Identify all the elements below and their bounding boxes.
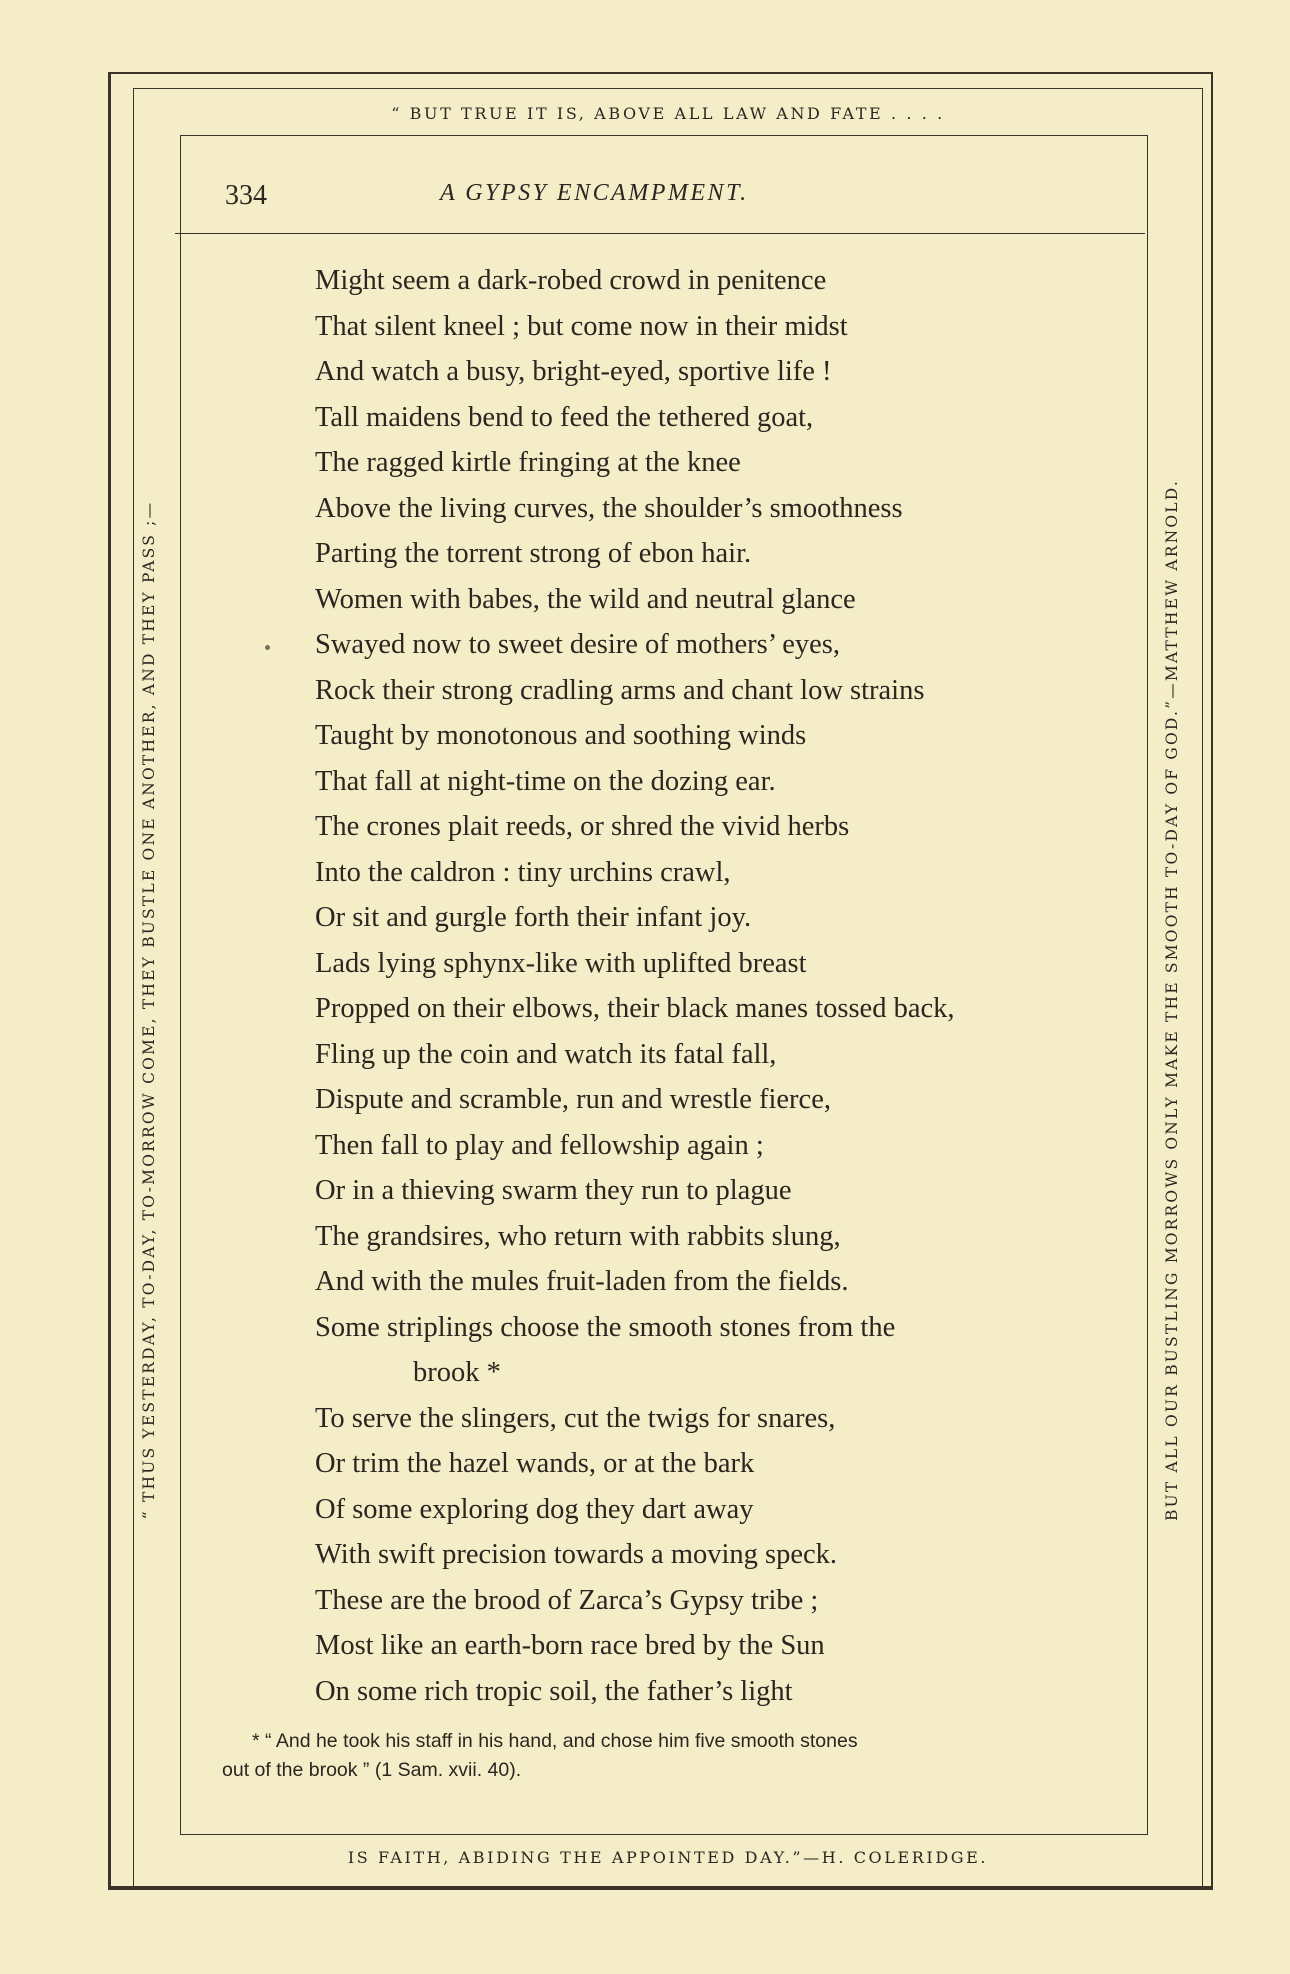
poem-line: Some striplings choose the smooth stones from the	[315, 1311, 896, 1343]
poem-line: Or sit and gurgle forth their infant joy.	[315, 902, 752, 933]
poem-line-continuation: brook *	[413, 1357, 501, 1388]
print-speck	[265, 645, 270, 650]
poem-line: On some rich tropic soil, the father’s light	[315, 1675, 793, 1707]
poem-line: Women with babes, the wild and neutral glance	[315, 583, 856, 615]
border-quote-left: “ THUS YESTERDAY, TO-DAY, TO-MORROW COME, THEY BUSTLE ONE ANOTHER, AND THEY PASS ;—	[140, 500, 158, 1520]
poem-line: Might seem a dark-robed crowd in penitence	[315, 265, 827, 296]
poem-line: The grandsires, who return with rabbits slung,	[315, 1220, 841, 1252]
footnote-line: * “ And he took his staff in his hand, and chose him five smooth stones	[252, 1730, 858, 1752]
footnote-line: out of the brook ” (1 Sam. xvii. 40).	[222, 1759, 522, 1781]
poem-line: Then fall to play and fellowship again ;	[315, 1129, 764, 1161]
poem-line: And with the mules fruit-laden from the fields.	[315, 1266, 849, 1297]
poem-text	[315, 262, 1135, 1718]
poem-line: That fall at night-time on the dozing ear.	[315, 765, 776, 797]
border-quote-right: BUT ALL OUR BUSTLING MORROWS ONLY MAKE THE SMOOTH TO-DAY OF GOD.”—MATTHEW ARNOLD.	[1163, 479, 1181, 1521]
header-rule	[175, 233, 1145, 234]
poem-line: Lads lying sphynx-like with uplifted breast	[315, 947, 807, 979]
poem-line: With swift precision towards a moving speck.	[315, 1539, 838, 1570]
poem-line: That silent kneel ; but come now in their midst	[315, 310, 848, 342]
page-number: 334	[225, 180, 267, 211]
poem-line: Of some exploring dog they dart away	[315, 1493, 754, 1525]
poem-line: Or trim the hazel wands, or at the bark	[315, 1448, 755, 1479]
running-head: A GYPSY ENCAMPMENT.	[440, 180, 749, 206]
poem-line: These are the brood of Zarca’s Gypsy tribe ;	[315, 1584, 819, 1616]
poem-line: Propped on their elbows, their black manes tossed back,	[315, 993, 955, 1024]
poem-line: Parting the torrent strong of ebon hair.	[315, 538, 752, 569]
poem-line: Swayed now to sweet desire of mothers’ eyes,	[315, 629, 840, 660]
border-quote-top: “ BUT TRUE IT IS, ABOVE ALL LAW AND FATE . . . .	[391, 104, 945, 123]
poem-line: Or in a thieving swarm they run to plague	[315, 1175, 792, 1206]
poem-line: Tall maidens bend to feed the tethered goat,	[315, 401, 814, 433]
poem-line: Fling up the coin and watch its fatal fall,	[315, 1038, 777, 1070]
border-quote-bottom: IS FAITH, ABIDING THE APPOINTED DAY.”—H. COLERIDGE.	[347, 1848, 989, 1867]
poem-line: Above the living curves, the shoulder’s smoothness	[315, 492, 903, 524]
poem-line: Rock their strong cradling arms and chant low strains	[315, 674, 925, 706]
poem-line: The ragged kirtle fringing at the knee	[315, 447, 741, 478]
poem-line: Most like an earth-born race bred by the Sun	[315, 1630, 825, 1661]
poem-line: Into the caldron : tiny urchins crawl,	[315, 856, 731, 888]
poem-line: Taught by monotonous and soothing winds	[315, 720, 807, 751]
poem-line: The crones plait reeds, or shred the vivid herbs	[315, 811, 850, 842]
poem-line: And watch a busy, bright-eyed, sportive life !	[315, 356, 832, 387]
footnote	[222, 1727, 1122, 1785]
poem-line: Dispute and scramble, run and wrestle fierce,	[315, 1084, 831, 1115]
poem-line: To serve the slingers, cut the twigs for snares,	[315, 1402, 836, 1434]
